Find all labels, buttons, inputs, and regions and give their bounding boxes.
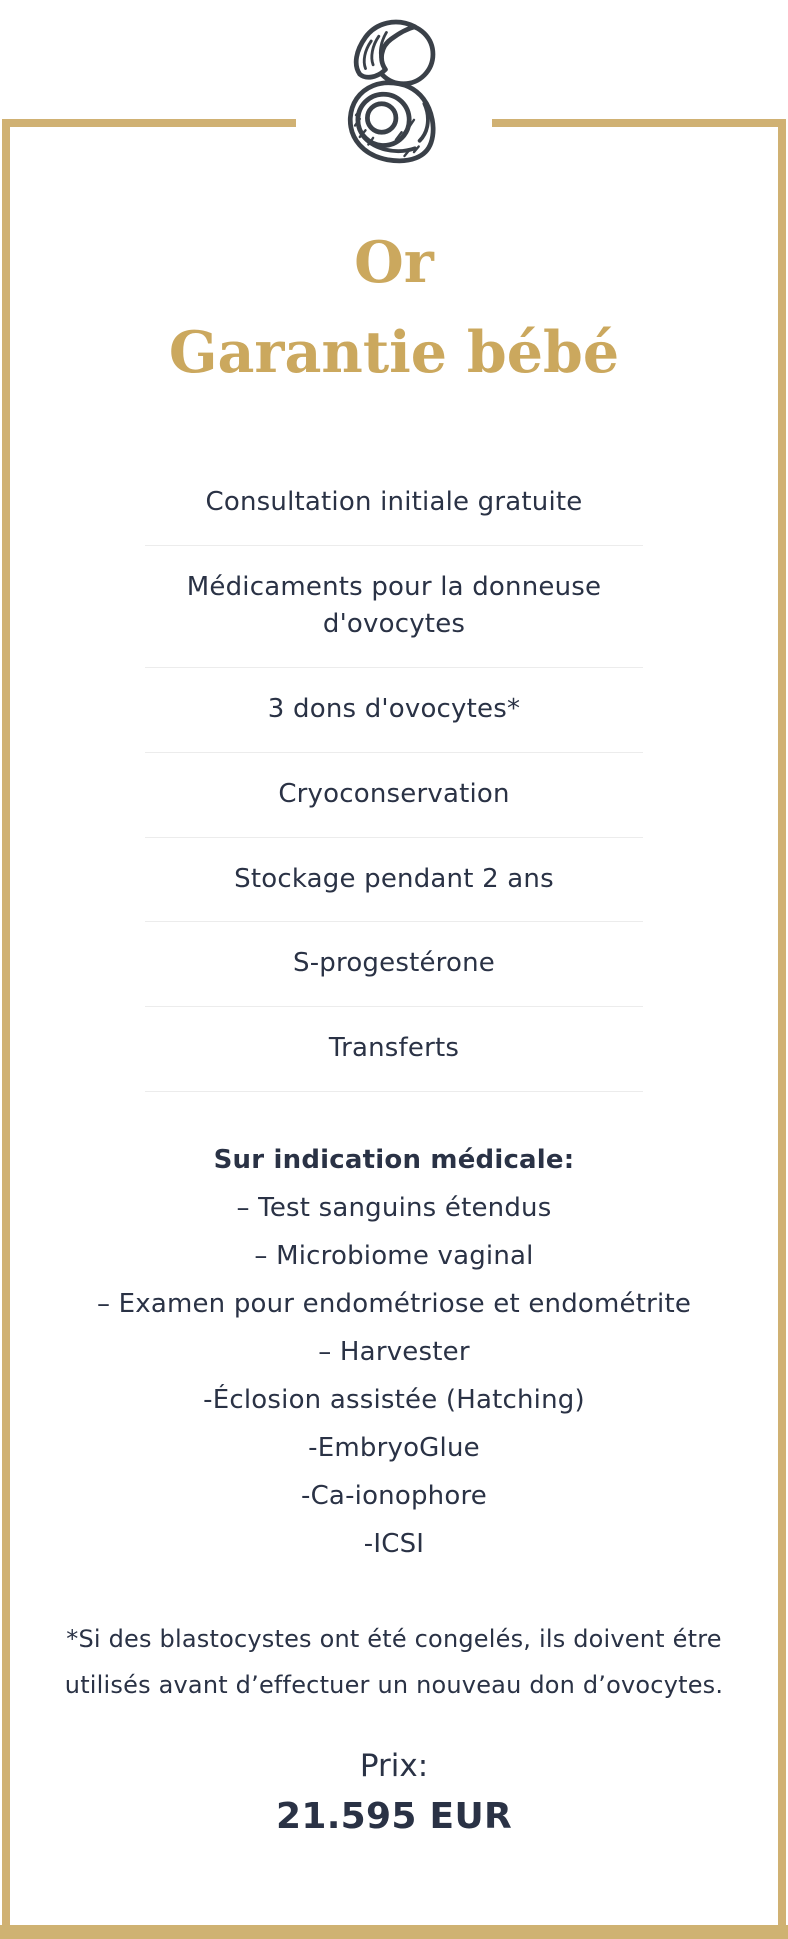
tier-title: Or — [354, 229, 434, 296]
benefits-list — [145, 461, 643, 1092]
benefit-item: Stockage pendant 2 ans — [145, 838, 643, 923]
price-label: Prix: — [359, 1747, 429, 1784]
bottom-gold-bar — [0, 1925, 788, 1939]
benefit-item: 3 dons d'ovocytes* — [145, 668, 643, 753]
footnote: *Si des blastocystes ont été congelés, ils doivent étre utilisés avant d’effectuer un nouveau don d’ovocytes. — [64, 1624, 724, 1699]
indication-item: – Test sanguins étendus — [236, 1192, 552, 1223]
indication-item: – Microbiome vaginal — [254, 1240, 534, 1271]
benefit-item: Médicaments pour la donneuse d'ovocytes — [145, 546, 643, 668]
benefit-item: Consultation initiale gratuite — [145, 461, 643, 546]
indication-item: – Examen pour endométriose et endométrite — [96, 1288, 692, 1319]
card-title: Garantie bébé — [168, 318, 620, 386]
indication-item: -ICSI — [363, 1528, 425, 1559]
benefit-item: S-progestérone — [145, 922, 643, 1007]
indications-section — [0, 1136, 788, 1568]
indication-item: – Harvester — [318, 1336, 470, 1367]
indication-item: -Éclosion assistée (Hatching) — [203, 1384, 585, 1415]
indications-title: Sur indication médicale: — [213, 1144, 575, 1175]
icon-container — [296, 12, 492, 194]
price-value: 21.595 EUR — [276, 1795, 512, 1837]
benefit-item: Transferts — [145, 1007, 643, 1092]
mother-and-baby-icon — [318, 12, 470, 184]
indication-item: -Ca-ionophore — [301, 1480, 487, 1511]
indication-item: -EmbryoGlue — [308, 1432, 480, 1463]
benefit-item: Cryoconservation — [145, 753, 643, 838]
